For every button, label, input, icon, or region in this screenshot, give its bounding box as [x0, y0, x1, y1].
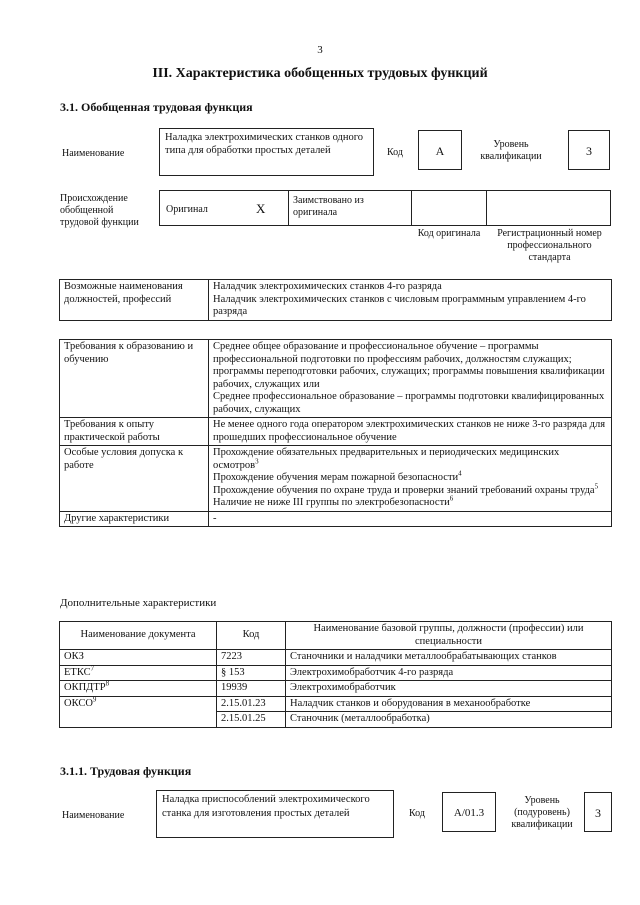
divider [411, 190, 412, 226]
gtf-code-original-caption: Код оригинала [417, 228, 481, 239]
requirements-table [59, 339, 612, 527]
position-item: Наладчик электрохимических станков 4-го разряда [213, 281, 442, 292]
table-row: ОКПДТР$^8$ 19939 Электрохимобработчик [60, 681, 612, 697]
special-line: Прохождение обучения мерам пожарной безопасности$^4$ [213, 469, 462, 483]
col-code-header: Код [217, 622, 286, 650]
divider [288, 190, 289, 226]
gtf-level-value: 3 [568, 130, 610, 170]
other-value: - [209, 511, 612, 527]
gtf-reg-number-caption: Регистрационный номер профессионального стандарта [497, 228, 602, 263]
experience-label: Требования к опыту практической работы [60, 418, 209, 446]
additional-heading: Дополнительные характеристики [60, 597, 217, 609]
tf-code-value: А/01.3 [442, 792, 496, 832]
gtf-borrowed-label: Заимствовано из оригинала [293, 195, 364, 218]
gtf-name-label: Наименование [62, 148, 125, 159]
special-label: Особые условия допуска к работе [60, 446, 209, 512]
table-row: ОКЗ 7223 Станочники и наладчики металлообрабатывающих станков [60, 650, 612, 666]
education-line: Среднее общее образование и профессиональное обучение – программы профессиональной подготовки по профессиям рабочих, должностям служащих; программы переподготовки рабочих, служащих; программы повышения квалификации рабочих, служащих или [213, 341, 605, 390]
special-line: Прохождение обязательных предварительных и периодических медицинских осмотров$^3$ [213, 447, 560, 471]
experience-value: Не менее одного года оператором электрохимических станков не ниже 3-го разряда для прошедших профессиональное обучение [209, 418, 612, 446]
table-row: ЕТКС$^7$ § 153 Электрохимобработчик 4-го разряда [60, 665, 612, 681]
tf-code-label: Код [409, 808, 425, 819]
divider [486, 190, 487, 226]
table-row: 2.15.01.25 Станочник (металлообработка) [60, 712, 612, 728]
table-row: ОКСО$^9$ 2.15.01.23 Наладчик станков и оборудования в механообработке [60, 696, 612, 712]
tf-name-label: Наименование [62, 810, 125, 821]
additional-table [59, 621, 612, 728]
tf-level-value: 3 [584, 792, 612, 832]
gtf-name-value: Наладка электрохимических станков одного типа для обработки простых деталей [159, 128, 374, 176]
gtf-original-mark: Х [256, 201, 266, 216]
gtf-heading: 3.1. Обобщенная трудовая функция [60, 100, 253, 114]
section-title: III. Характеристика обобщенных трудовых функций [152, 66, 488, 81]
gtf-code-label: Код [387, 147, 403, 158]
education-line: Среднее профессиональное образование – программы подготовки квалифицированных рабочих, служащих [213, 391, 605, 415]
gtf-origin-label: Происхождение обобщенной трудовой функции [60, 193, 139, 228]
position-item: Наладчик электрохимических станков с числовым программным управлением 4-го разряда [213, 293, 586, 317]
tf-name-value: Наладка приспособлений электрохимического станка для изготовления простых деталей [156, 790, 394, 838]
other-label: Другие характеристики [60, 511, 209, 527]
tf-level-label: Уровень (подуровень) квалификации [511, 795, 573, 830]
special-line: Прохождение обучения по охране труда и проверки знаний требований охраны труда$^5$ [213, 482, 599, 496]
gtf-original-label: Оригинал [166, 204, 208, 215]
gtf-code-value: А [418, 130, 462, 170]
education-label: Требования к образованию и обучению [60, 340, 209, 418]
gtf-level-label: Уровень квалификации [480, 139, 542, 162]
page-number: 3 [317, 44, 323, 56]
special-line: Наличие не ниже III группы по электробезопасности$^6$ [213, 494, 454, 508]
positions-table [59, 279, 612, 321]
tf-heading: 3.1.1. Трудовая функция [60, 764, 192, 778]
col-name-header: Наименование базовой группы, должности (профессии) или специальности [286, 622, 612, 650]
col-doc-header: Наименование документа [60, 622, 217, 650]
positions-label: Возможные наименования должностей, профессий [60, 280, 209, 321]
